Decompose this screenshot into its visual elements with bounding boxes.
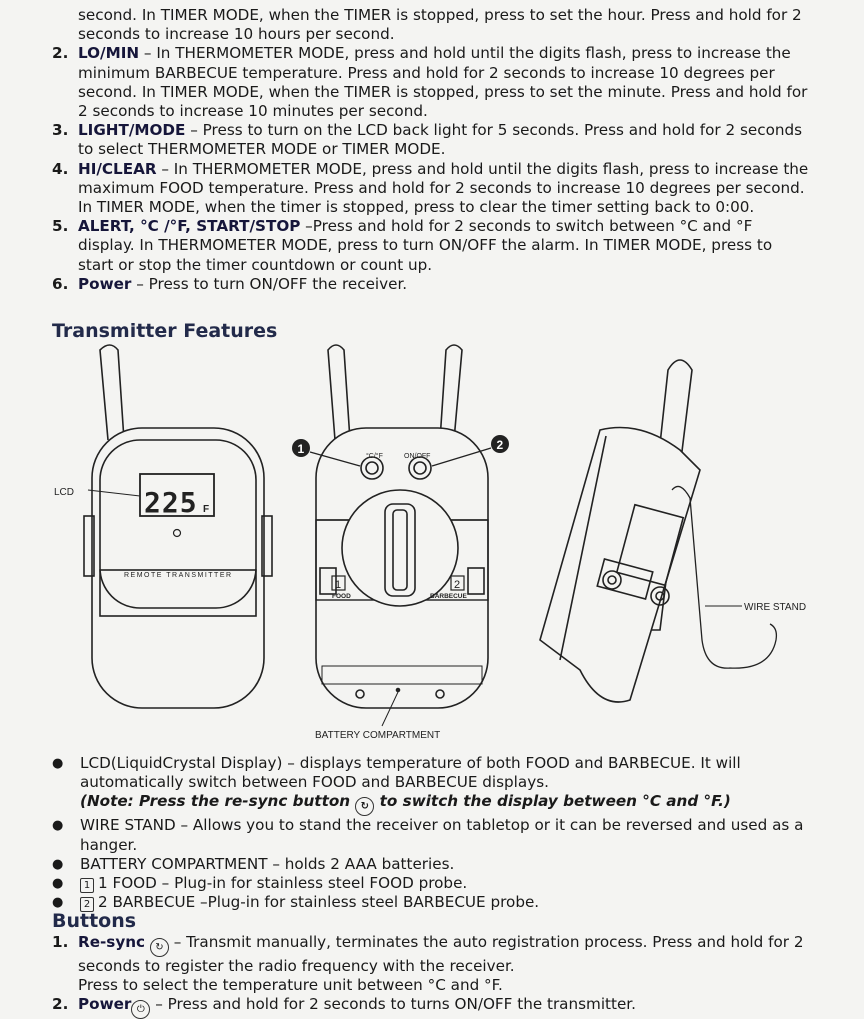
continued-text-line2: seconds to increase 10 hours per second. — [78, 25, 395, 44]
term-resync: Re-sync — [78, 933, 146, 951]
list-number: 3. — [52, 121, 69, 140]
list-number: 2. — [52, 995, 69, 1014]
term-alert: ALERT, °C /°F, START/STOP — [78, 217, 301, 236]
bullet: ● — [52, 895, 64, 911]
callout-2: 2 — [496, 438, 504, 452]
transmitter-diagram — [40, 340, 830, 750]
transmitter-features-heading: Transmitter Features — [52, 320, 278, 342]
feature-battery — [52, 855, 812, 874]
list-item-continued — [52, 6, 812, 44]
feature-wire-text: WIRE STAND – Allows you to stand the receiver on tabletop or it can be reversed and used as a hanger. — [80, 816, 804, 854]
desc-light-mode: – Press to turn on the LCD back light for 5 seconds. Press and hold for 2 seconds to select THERMOMETER MODE or TIMER MODE. — [78, 121, 803, 159]
list-number: 6. — [52, 274, 69, 293]
port-1-number: 1 — [335, 579, 342, 591]
desc-resync-extra: Press to select the temperature unit between °C and °F. — [78, 976, 503, 995]
feature-bbq-port — [52, 893, 812, 912]
list-number: 1. — [52, 933, 69, 951]
feature-bbq-text: 2 BARBECUE –Plug-in for stainless steel BARBECUE probe. — [98, 893, 540, 912]
lcd-reading: 225 — [144, 486, 198, 519]
port-1-label: FOOD — [332, 593, 351, 600]
onoff-label: ON/OFF — [404, 453, 431, 460]
feature-wire-stand — [52, 816, 812, 854]
feature-food-text: 1 FOOD – Plug-in for stainless steel FOOD probe. — [98, 874, 468, 893]
term-lo-min: LO/MIN — [78, 44, 140, 63]
food-port-icon: 1 — [80, 878, 94, 893]
list-item-hi-clear — [52, 160, 812, 218]
desc-lo-min: – In THERMOMETER MODE, press and hold until the digits flash, press to increase the minimum BARBECUE temperature. Press and hold for 2 seconds to increase 10 degrees per second. In TIMER MODE, when the TIMER is stopped, press to set the minute. Press and hold for 2 seconds to increase 10 minutes per second. — [78, 44, 808, 121]
button-item-resync — [52, 933, 812, 995]
note-text-b: to switch the display between °C and °F.) — [379, 792, 731, 811]
bbq-port-icon: 2 — [80, 897, 94, 912]
list-item-power — [52, 275, 812, 294]
bullet: ● — [52, 856, 64, 872]
list-item-alert — [52, 217, 812, 275]
feature-battery-text: BATTERY COMPARTMENT – holds 2 AAA batteries. — [80, 854, 455, 873]
desc-power-transmitter: – Press and hold for 2 seconds to turns ON/OFF the transmitter. — [150, 995, 636, 1014]
term-hi-clear: HI/CLEAR — [78, 159, 157, 178]
lcd-unit: F — [203, 504, 210, 515]
term-power-transmitter: Power — [78, 995, 132, 1014]
desc-power: – Press to turn ON/OFF the receiver. — [131, 274, 408, 293]
side-view — [540, 360, 776, 702]
cf-label: °C/°F — [366, 453, 383, 460]
battery-compartment-label: BATTERY COMPARTMENT — [315, 730, 441, 741]
power-icon: ⏻ — [131, 1000, 150, 1019]
wire-stand-label: WIRE STAND — [744, 602, 807, 613]
front-view — [84, 345, 272, 708]
buttons-heading: Buttons — [52, 910, 137, 932]
transmitter-button-list — [52, 933, 812, 1019]
feature-food-port — [52, 874, 812, 893]
feature-lcd-text: LCD(LiquidCrystal Display) – displays temperature of both FOOD and BARBECUE. It will automatically switch between FOOD and BARBECUE displays. — [80, 754, 741, 792]
list-item-lo-min — [52, 44, 812, 121]
desc-resync: – Transmit manually, terminates the auto registration process. Press and hold for 2 seconds to register the radio frequency with the receiver. — [78, 933, 804, 975]
desc-hi-clear: – In THERMOMETER MODE, press and hold until the digits flash, press to increase the maximum FOOD temperature. Press and hold for 2 seconds to increase 10 degrees per second. In TIMER MODE, when the timer is stopped, press to clear the timer setting back to 0:00. — [78, 159, 809, 217]
list-item-light-mode — [52, 121, 812, 159]
list-number: 2. — [52, 44, 69, 63]
continued-text-line1: second. In TIMER MODE, when the TIMER is stopped, press to set the hour. Press and hold for 2 — [78, 6, 802, 24]
term-light-mode: LIGHT/MODE — [78, 121, 186, 140]
resync-icon: ↻ — [150, 938, 169, 957]
desc-alert: –Press and hold for 2 seconds to switch between °C and °F display. In THERMOMETER MODE, press to turn ON/OFF the alarm. In TIMER MODE, press to start or stop the timer countdown or count up. — [78, 217, 773, 274]
front-caption: REMOTE TRANSMITTER — [124, 572, 233, 579]
bullet: ● — [52, 756, 64, 771]
receiver-button-list — [52, 6, 812, 294]
button-item-power — [52, 995, 812, 1019]
feature-lcd — [52, 754, 812, 792]
bullet: ● — [52, 876, 64, 892]
callout-1: 1 — [297, 442, 305, 456]
lcd-label: LCD — [54, 487, 75, 498]
resync-note — [52, 792, 812, 816]
bullet: ● — [52, 818, 64, 834]
list-number: 4. — [52, 159, 69, 178]
port-2-number: 2 — [454, 579, 461, 591]
feature-list — [52, 754, 812, 912]
back-view — [316, 345, 488, 726]
resync-icon: ↻ — [355, 797, 374, 816]
port-2-label: BARBECUE — [430, 593, 467, 600]
term-power: Power — [78, 274, 132, 293]
note-text-a: (Note: Press the re-sync button — [80, 792, 351, 811]
list-number: 5. — [52, 217, 69, 236]
